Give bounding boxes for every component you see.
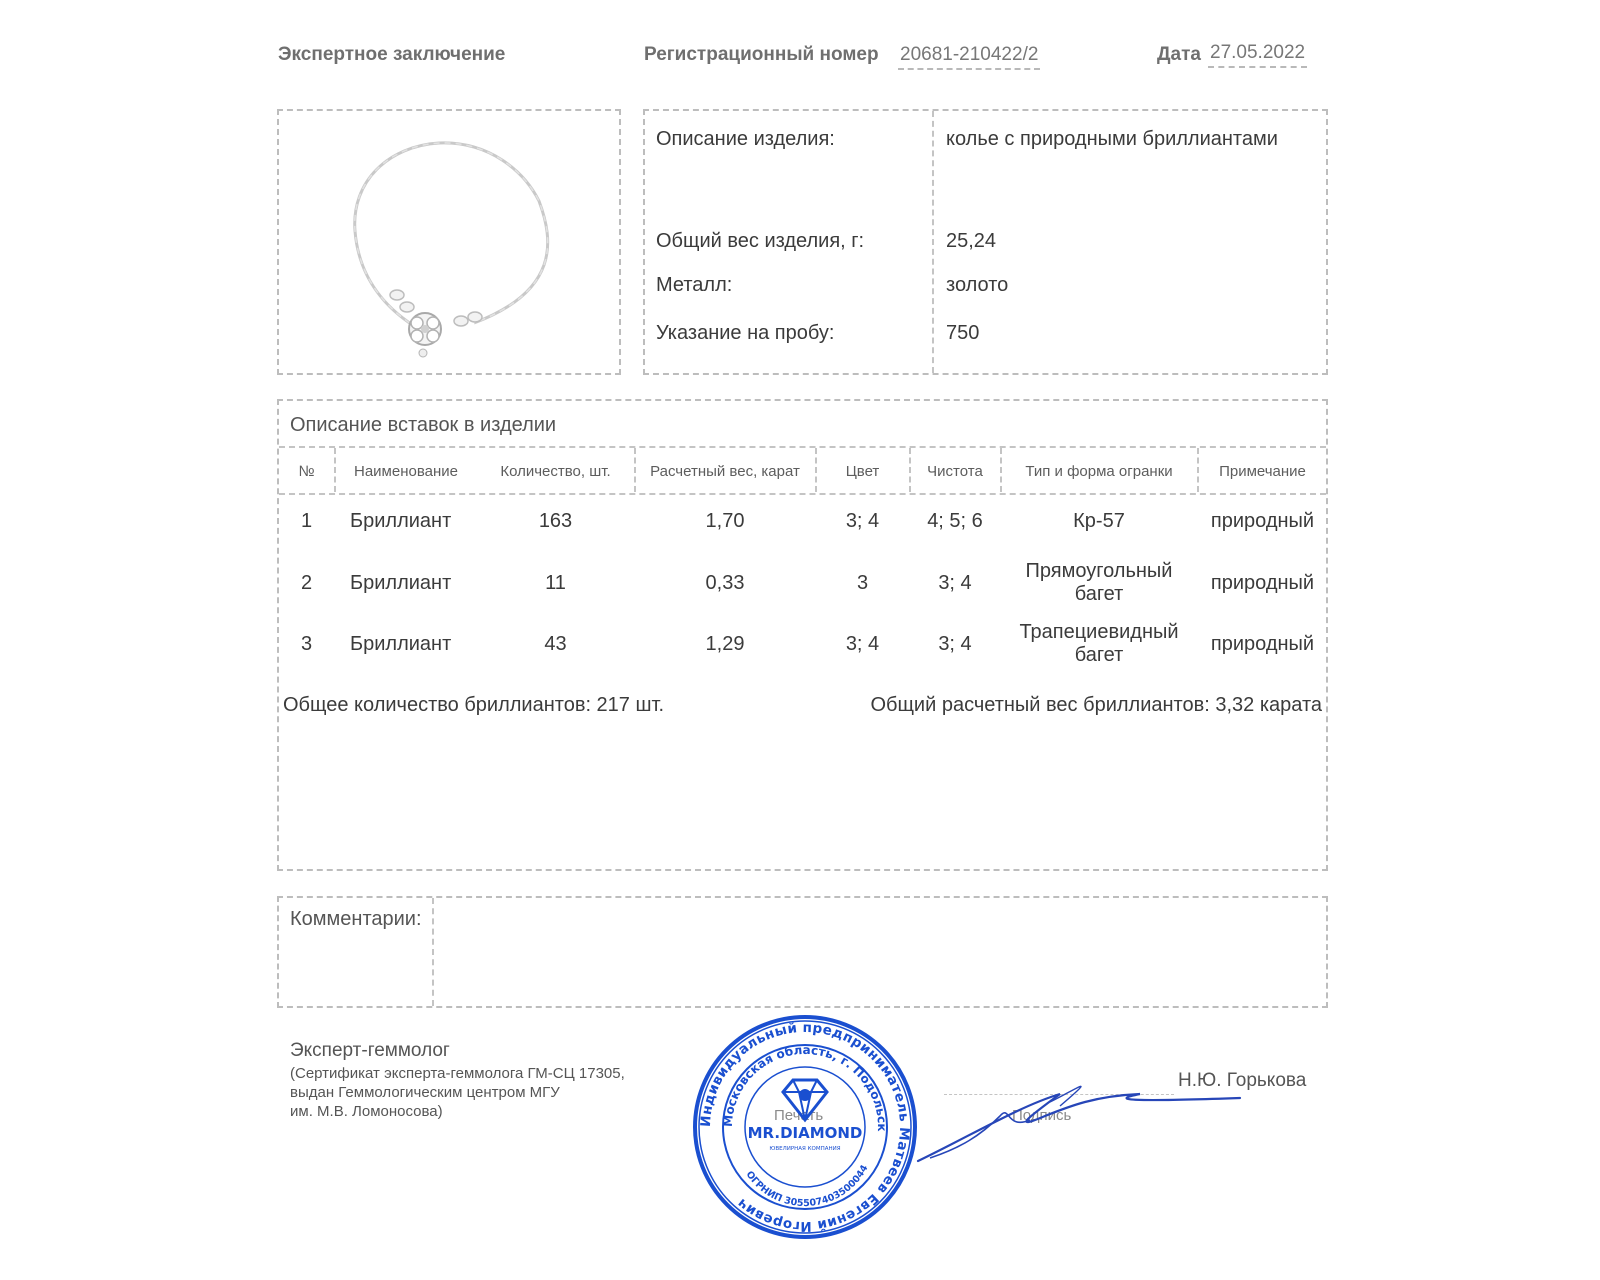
col-header-quantity: Количество, шт. bbox=[500, 463, 611, 480]
company-seal bbox=[690, 1012, 920, 1242]
col-header-cut: Тип и форма огранки bbox=[1025, 463, 1173, 480]
item-weight-label: Общий вес изделия, г: bbox=[656, 230, 865, 252]
cell-note: природный bbox=[1210, 572, 1315, 594]
comments-label: Комментарии: bbox=[290, 908, 422, 930]
cell-name: Бриллиант bbox=[350, 572, 452, 594]
cell-clarity: 3; 4 bbox=[938, 633, 972, 655]
expert-name: Н.Ю. Горькова bbox=[1178, 1070, 1307, 1091]
handwritten-signature bbox=[910, 1076, 1250, 1176]
comments-box bbox=[277, 896, 1328, 1008]
cell-weight: 1,29 bbox=[705, 633, 745, 655]
col-header-name: Наименование bbox=[354, 463, 458, 480]
item-assay-label: Указание на пробу: bbox=[656, 322, 835, 344]
cell-weight: 1,70 bbox=[705, 510, 745, 532]
item-metal-label: Металл: bbox=[656, 274, 733, 296]
cert-line: им. М.В. Ломоносова) bbox=[290, 1103, 443, 1120]
registration-number: 20681-210422/2 bbox=[898, 44, 1040, 70]
col-header-weight: Расчетный вес, карат bbox=[650, 463, 800, 480]
cell-name: Бриллиант bbox=[350, 510, 452, 532]
diamond-logo-icon bbox=[783, 1080, 827, 1120]
cell-color: 3; 4 bbox=[845, 633, 880, 655]
col-header-clarity: Чистота bbox=[927, 463, 983, 480]
cell-color: 3; 4 bbox=[845, 510, 880, 532]
stamp-label: Печать bbox=[774, 1107, 824, 1124]
signature-label: Подпись bbox=[1012, 1107, 1072, 1124]
date-value: 27.05.2022 bbox=[1208, 42, 1307, 68]
seal-brand: MR.DIAMOND bbox=[747, 1124, 863, 1142]
cell-note: природный bbox=[1210, 510, 1315, 532]
cell-weight: 0,33 bbox=[705, 572, 745, 594]
cell-quantity: 163 bbox=[538, 510, 573, 532]
document-title: Экспертное заключение bbox=[278, 44, 506, 65]
cert-line: (Сертификат эксперта-геммолога ГМ-СЦ 17305, bbox=[290, 1065, 625, 1082]
item-description-value: колье с природными бриллиантами bbox=[946, 128, 1278, 150]
cell-cut: Прямоугольный багет bbox=[1025, 560, 1173, 605]
seal-ring-text: Индивидуальный предприниматель Матвеев Евгений Игоревич bbox=[697, 1019, 913, 1235]
cell-color: 3 bbox=[856, 572, 869, 594]
necklace-image bbox=[279, 111, 619, 373]
total-count: Общее количество бриллиантов: 217 шт. bbox=[283, 694, 665, 716]
product-photo-frame bbox=[277, 109, 621, 375]
cell-name: Бриллиант bbox=[350, 633, 452, 655]
cell-clarity: 4; 5; 6 bbox=[927, 510, 983, 532]
cert-line: выдан Геммологическим центром МГУ bbox=[290, 1084, 560, 1101]
item-metal-value: золото bbox=[946, 274, 1009, 296]
cell-quantity: 43 bbox=[544, 633, 567, 655]
date-label: Дата bbox=[1157, 44, 1201, 65]
col-header-note: Примечание bbox=[1219, 463, 1306, 480]
seal-ogrnip: ОГРНИП 305507403500044 bbox=[743, 1163, 871, 1210]
col-header-number: № bbox=[298, 463, 315, 480]
registration-label: Регистрационный номер bbox=[644, 44, 879, 65]
item-weight-value: 25,24 bbox=[946, 230, 997, 252]
cell-number: 2 bbox=[300, 572, 313, 594]
inserts-title: Описание вставок в изделии bbox=[290, 414, 557, 436]
seal-inner-text: Московская область, г. Подольск bbox=[720, 1042, 890, 1132]
total-weight: Общий расчетный вес бриллиантов: 3,32 карата bbox=[870, 694, 1322, 716]
item-assay-value: 750 bbox=[946, 322, 980, 344]
cell-cut: Трапециевидный багет bbox=[1019, 621, 1179, 666]
cell-clarity: 3; 4 bbox=[938, 572, 972, 594]
cell-quantity: 11 bbox=[545, 572, 566, 594]
expert-certificate bbox=[290, 1064, 625, 1121]
item-description-label: Описание изделия: bbox=[656, 128, 835, 150]
cell-cut: Кр-57 bbox=[1073, 510, 1125, 532]
expert-title: Эксперт-геммолог bbox=[290, 1040, 450, 1061]
cell-number: 3 bbox=[300, 633, 313, 655]
cell-number: 1 bbox=[300, 510, 313, 532]
seal-brand-sub: ЮВЕЛИРНАЯ КОМПАНИЯ bbox=[769, 1146, 841, 1152]
cell-note: природный bbox=[1210, 633, 1315, 655]
col-header-color: Цвет bbox=[845, 463, 880, 480]
